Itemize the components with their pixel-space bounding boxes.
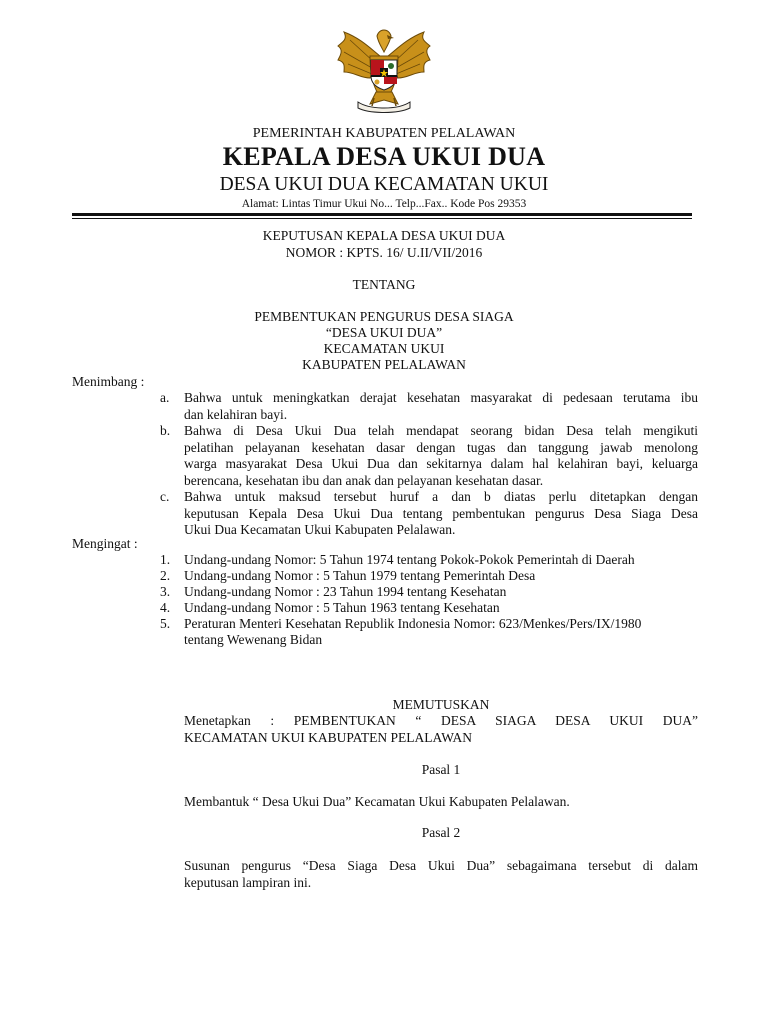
decree-subject-line: “DESA UKUI DUA” — [325, 325, 443, 340]
text-line: Bahwa untuk maksud tersebut huruf a dan b diatas perlu ditetapkan dengan — [184, 489, 698, 504]
office-title: KEPALA DESA UKUI DUA — [222, 142, 546, 171]
menetapkan-block — [184, 713, 698, 746]
letterhead-address: Alamat: Lintas Timur Ukui No... Telp...Fax.. Kode Pos 29353 — [241, 198, 527, 210]
text-line: dan kelahiran bayi. — [184, 406, 288, 422]
text-line: Menetapkan : PEMBENTUKAN “ DESA SIAGA DESA UKUI DUA” — [184, 713, 698, 728]
decree-subject-line: KABUPATEN PELALAWAN — [302, 357, 466, 372]
text-line: Bahwa di Desa Ukui Dua telah mendapat seorang bidan Desa telah mengikuti — [184, 423, 698, 438]
mengingat-item: Undang-undang Nomor: 5 Tahun 1974 tentang Pokok-Pokok Pemerintah di Daerah — [184, 552, 635, 567]
garuda-pancasila-emblem — [330, 26, 438, 114]
menimbang-marker: a. — [160, 390, 170, 405]
mengingat-marker: 2. — [160, 568, 171, 583]
decree-title: KEPUTUSAN KEPALA DESA UKUI DUA — [262, 228, 506, 243]
decree-number: NOMOR : KPTS. 16/ U.II/VII/2016 — [285, 245, 483, 260]
letterhead-divider-thick — [72, 213, 692, 216]
text-line: Susunan pengurus “Desa Siaga Desa Ukui Dua” sebagaimana tersebut di dalam — [184, 858, 698, 873]
letterhead-divider-thin — [72, 218, 692, 219]
menimbang-item — [184, 390, 698, 423]
menimbang-item — [184, 489, 698, 539]
text-line: keputusan lampiran ini. — [184, 874, 312, 890]
text-line: keputusan Kepala Desa Ukui Dua tentang pembentukan pengurus Desa Siaga Desa — [184, 505, 698, 521]
decision-heading: MEMUTUSKAN — [392, 697, 490, 712]
mengingat-marker: 5. — [160, 616, 171, 631]
mengingat-marker: 1. — [160, 552, 171, 567]
text-line: Bahwa untuk meningkatkan derajat kesehatan masyarakat di pedesaan terutama ibu — [184, 390, 698, 405]
mengingat-marker: 4. — [160, 600, 171, 615]
menimbang-marker: b. — [160, 423, 171, 438]
pasal-1-text: Membantuk “ Desa Ukui Dua” Kecamatan Ukui Kabupaten Pelalawan. — [184, 794, 570, 809]
pasal-2-text — [184, 858, 698, 891]
text-line: warga masyarakat Desa Ukui Dua dan sekitarnya dalam hal kelahiran bayi, keluarga — [184, 456, 698, 471]
mengingat-item: Undang-undang Nomor : 23 Tahun 1994 tentang Kesehatan — [184, 584, 507, 599]
mengingat-item-continued: tentang Wewenang Bidan — [184, 632, 323, 647]
menimbang-item — [184, 423, 698, 489]
mengingat-marker: 3. — [160, 584, 171, 599]
pasal-2-title: Pasal 2 — [421, 825, 461, 840]
text-line: Ukui Dua Kecamatan Ukui Kabupaten Pelalawan. — [184, 522, 456, 537]
text-line: pelatihan pelayanan kesehatan dasar dengan tugas dan tanggung jawab menolong — [184, 439, 698, 455]
pasal-1-title: Pasal 1 — [421, 762, 461, 777]
menimbang-marker: c. — [160, 489, 170, 504]
decree-about: TENTANG — [352, 277, 416, 292]
menimbang-label: Menimbang : — [72, 374, 145, 389]
decree-subject-line: KECAMATAN UKUI — [323, 341, 445, 356]
mengingat-item: Undang-undang Nomor : 5 Tahun 1979 tentang Pemerintah Desa — [184, 568, 536, 583]
village-name: DESA UKUI DUA KECAMATAN UKUI — [219, 174, 549, 195]
mengingat-item: Peraturan Menteri Kesehatan Republik Indonesia Nomor: 623/Menkes/Pers/IX/1980 — [184, 616, 642, 631]
decree-subject-line: PEMBENTUKAN PENGURUS DESA SIAGA — [254, 309, 514, 324]
government-name: PEMERINTAH KABUPATEN PELALAWAN — [252, 126, 516, 141]
mengingat-label: Mengingat : — [72, 536, 138, 551]
mengingat-item: Undang-undang Nomor : 5 Tahun 1963 tentang Kesehatan — [184, 600, 500, 615]
text-line: KECAMATAN UKUI KABUPATEN PELALAWAN — [184, 729, 472, 745]
text-line: berencana, kesehatan ibu dan anak dan pelayanan kesehatan dasar. — [184, 472, 544, 488]
